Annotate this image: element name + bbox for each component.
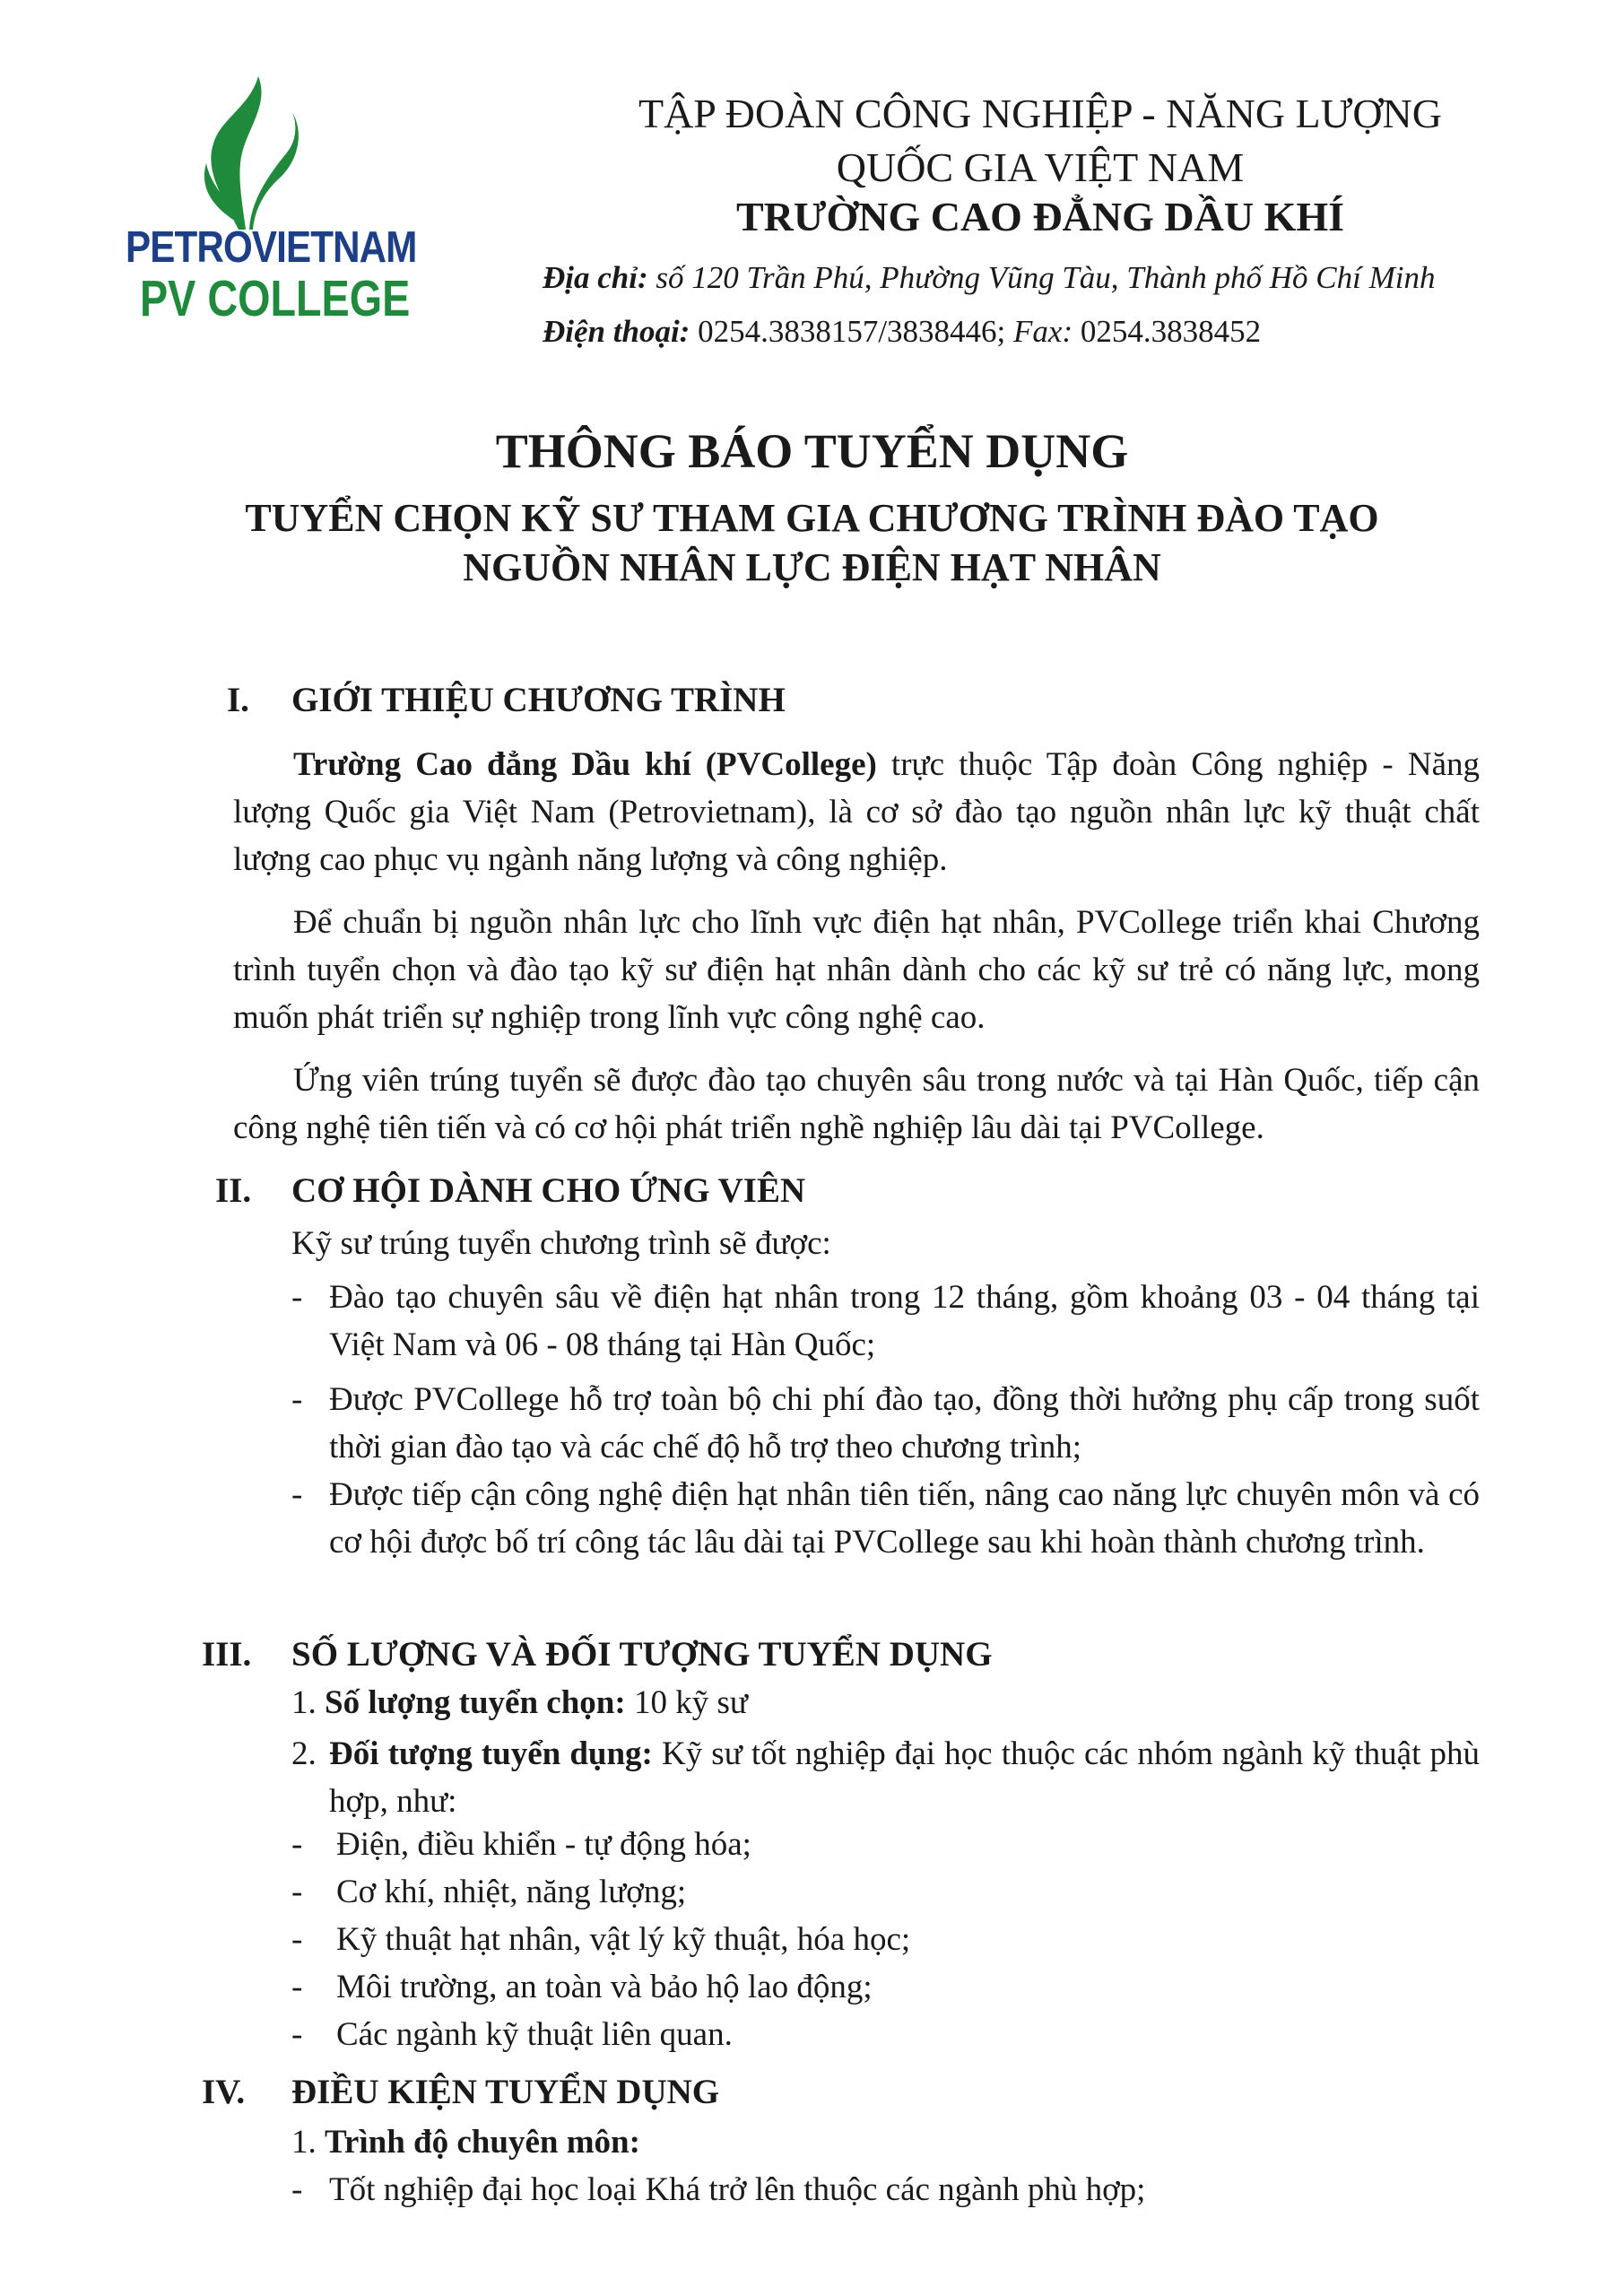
condition-item: - Tốt nghiệp đại học loại Khá trở lên thuộc các ngành phù hợp; xyxy=(291,2171,1146,2208)
document-title: THÔNG BÁO TUYỂN DỤNG xyxy=(495,424,1129,478)
phone-label: Điện thoại: xyxy=(543,314,690,349)
fax-value: 0254.3838452 xyxy=(1080,314,1262,349)
list-item: - Đào tạo chuyên sâu về điện hạt nhân trong 12 tháng, gồm khoảng 03 - 04 tháng tại Việt Nam và 06 - 08 tháng tại Hàn Quốc; xyxy=(329,1274,1480,1369)
org-name-line2: QUỐC GIA VIỆT NAM xyxy=(836,144,1245,190)
paragraph-program: Để chuẩn bị nguồn nhân lực cho lĩnh vực điện hạt nhân, PVCollege triển khai Chương trình tuyển chọn và đào tạo kỹ sư điện hạt nhân dành cho các kỹ sư trẻ có năng lực, mong muốn phát triển sự nghiệp trong lĩnh vực công nghệ cao. xyxy=(233,904,1480,1036)
paragraph-candidates: Ứng viên trúng tuyển sẽ được đào tạo chuyên sâu trong nước và tại Hàn Quốc, tiếp cận công nghệ tiên tiến và có cơ hội phát triển nghề nghiệp lâu dài tại PVCollege. xyxy=(233,1062,1480,1146)
list-dash: - xyxy=(291,1279,303,1316)
address-value: số 120 Trần Phú, Phường Vũng Tàu, Thành phố Hồ Chí Minh xyxy=(656,260,1436,295)
list-item: - Được tiếp cận công nghệ điện hạt nhân tiên tiến, nâng cao năng lực chuyên môn và có cơ hội được bố trí công tác lâu dài tại PVCollege sau khi hoàn thành chương trình. xyxy=(329,1471,1480,1566)
document-subtitle-line2: NGUỒN NHÂN LỰC ĐIỆN HẠT NHÂN xyxy=(463,545,1161,589)
section-title: ĐIỀU KIỆN TUYỂN DỤNG xyxy=(291,2073,720,2111)
list-dash: - xyxy=(291,1476,303,1513)
fax-label: Fax: xyxy=(1013,314,1073,349)
field-item: - Điện, điều khiển - tự động hóa; xyxy=(291,1826,751,1863)
phone-value: 0254.3838157/3838446; xyxy=(698,314,1006,349)
list-item: - Được PVCollege hỗ trợ toàn bộ chi phí đào tạo, đồng thời hưởng phụ cấp trong suốt thời gian đào tạo và các chế độ hỗ trợ theo chương trình; xyxy=(329,1376,1480,1471)
section-title: CƠ HỘI DÀNH CHO ỨNG VIÊN xyxy=(291,1171,806,1210)
numbered-item-target: 2. Đối tượng tuyển dụng: Kỹ sư tốt nghiệp đại học thuộc các nhóm ngành kỹ thuật phù hợp, như: xyxy=(291,1735,1480,1820)
section-title: GIỚI THIỆU CHƯƠNG TRÌNH xyxy=(291,681,786,719)
section-number: III. xyxy=(202,1635,252,1674)
logo-wordmark-petrovietnam: PETROVIETNAM xyxy=(126,223,417,272)
section-number: II. xyxy=(215,1171,252,1210)
paragraph-intro: Trường Cao đẳng Dầu khí (PVCollege) trực thuộc Tập đoàn Công nghiệp - Năng lượng Quốc gia Việt Nam (Petrovietnam), là cơ sở đào tạo nguồn nhân lực kỹ thuật chất lượng cao phục vụ ngành năng lượng và công nghiệp. xyxy=(233,746,1480,878)
numbered-item-qualification: 1. Trình độ chuyên môn: xyxy=(291,2124,640,2161)
address-line xyxy=(543,260,1435,296)
section-number: I. xyxy=(227,681,249,719)
school-name-bold: Trường Cao đẳng Dầu khí (PVCollege) xyxy=(293,746,877,783)
flame-leaf-icon xyxy=(187,63,303,233)
list-dash: - xyxy=(291,1381,303,1418)
field-item: - Kỹ thuật hạt nhân, vật lý kỹ thuật, hóa học; xyxy=(291,1921,911,1958)
section-2-intro: Kỹ sư trúng tuyển chương trình sẽ được: xyxy=(291,1225,831,1262)
numbered-item-quantity: 1. Số lượng tuyển chọn: 10 kỹ sư xyxy=(291,1684,748,1721)
phone-line xyxy=(543,314,1261,350)
section-number: IV. xyxy=(202,2073,246,2111)
school-name: TRƯỜNG CAO ĐẲNG DẦU KHÍ xyxy=(735,194,1345,239)
logo-wordmark-pvcollege: PV COLLEGE xyxy=(140,270,411,327)
field-item: - Cơ khí, nhiệt, năng lượng; xyxy=(291,1874,687,1910)
section-title: SỐ LƯỢNG VÀ ĐỐI TƯỢNG TUYỂN DỤNG xyxy=(291,1635,993,1674)
field-item: - Các ngành kỹ thuật liên quan. xyxy=(291,2016,733,2053)
org-name-line1: TẬP ĐOÀN CÔNG NGHIỆP - NĂNG LƯỢNG xyxy=(638,91,1442,136)
field-item: - Môi trường, an toàn và bảo hộ lao động; xyxy=(291,1969,873,2005)
petrovietnam-logo xyxy=(126,63,417,332)
address-label: Địa chỉ: xyxy=(543,260,648,295)
document-subtitle-line1: TUYỂN CHỌN KỸ SƯ THAM GIA CHƯƠNG TRÌNH ĐÀO TẠO xyxy=(245,496,1379,540)
